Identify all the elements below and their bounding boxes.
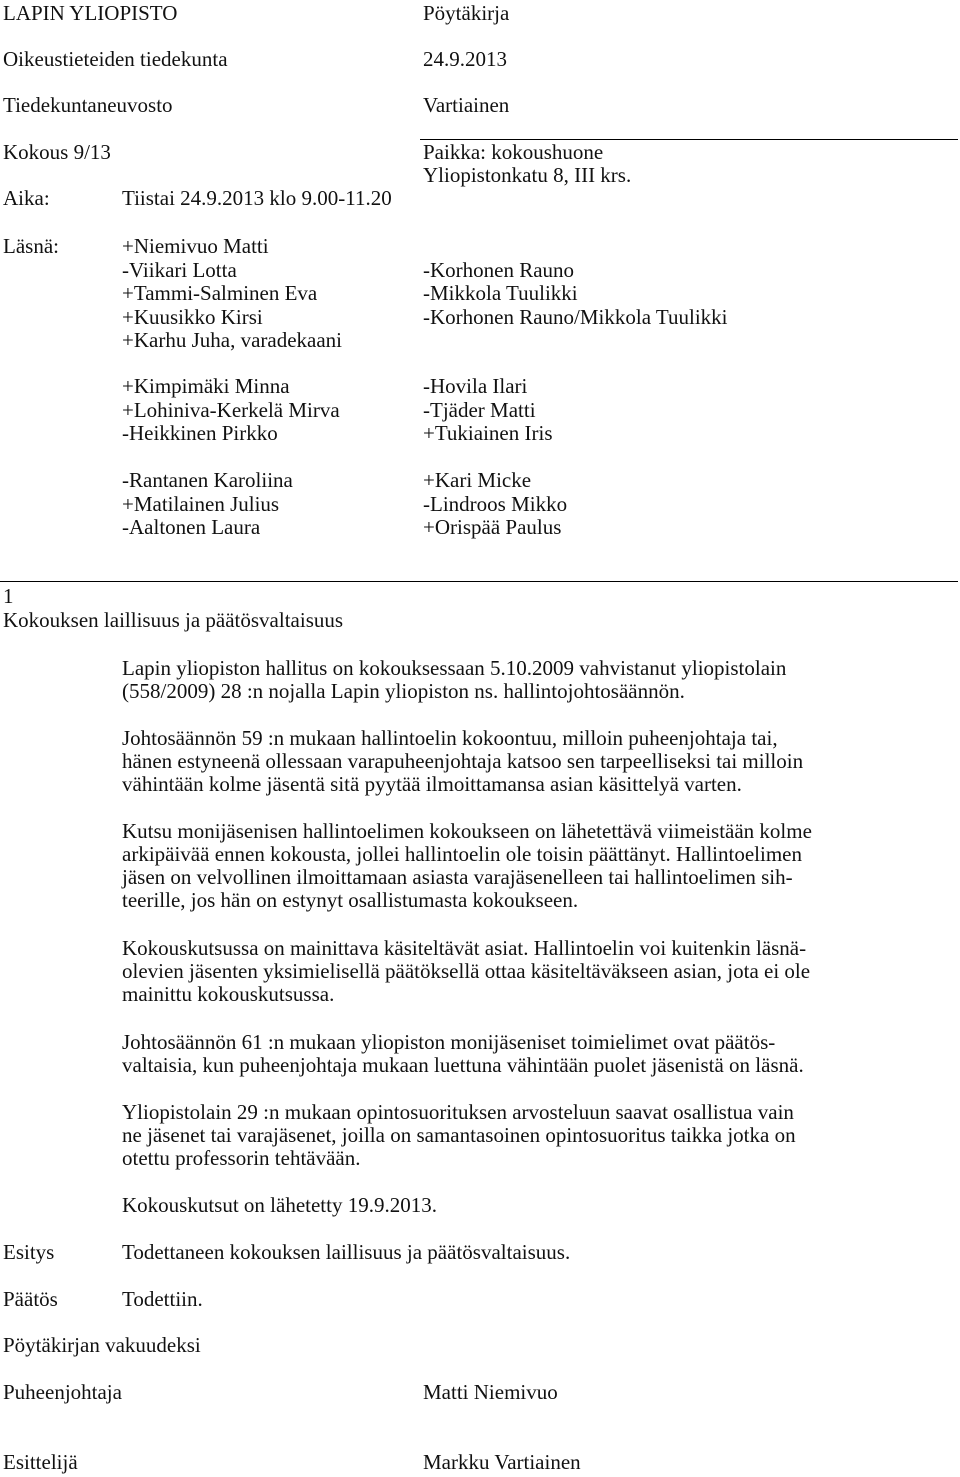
paragraph-line: Lapin yliopiston hallitus on kokouksessaan 5.10.2009 vahvistanut yliopistolain [122, 656, 787, 680]
paragraph-line: arkipäivää ennen kokousta, jollei hallintoelin ole toisin päättänyt. Hallintoelimen [122, 842, 802, 866]
faculty-name: Oikeustieteiden tiedekunta [3, 47, 228, 71]
attendee: -Heikkinen Pirkko [122, 421, 278, 445]
attendance-group1-right [423, 235, 728, 329]
paragraph-line: Kutsu monijäsenisen hallintoelimen kokoukseen on lähetettävä viimeistään kolme [122, 819, 812, 843]
attendee: -Rantanen Karoliina [122, 468, 293, 492]
meeting-time-label: Aika: [3, 186, 50, 210]
chair-name: Matti Niemivuo [423, 1380, 558, 1404]
document-author: Vartiainen [423, 93, 510, 117]
paragraph-5 [122, 1031, 956, 1077]
paragraph-line: Kokouskutsussa on mainittava käsiteltävät asiat. Hallintoelin voi kuitenkin läsnä- [122, 936, 807, 960]
proposal-label: Esitys [3, 1240, 55, 1264]
paragraph-6 [122, 1101, 956, 1170]
paragraph-line: Johtosäännön 59 :n mukaan hallintoelin kokoontuu, milloin puheenjohtaja tai, [122, 726, 778, 750]
decision-label: Päätös [3, 1287, 58, 1311]
attendee: -Viikari Lotta [122, 257, 237, 282]
section-number: 1 [3, 584, 14, 608]
meeting-address: Yliopistonkatu 8, III krs. [423, 163, 632, 187]
decision-text: Todettiin. [122, 1287, 203, 1311]
paragraph-line: ne jäsenet tai varajäsenet, joilla on samantasoinen opintosuoritus taikka jotka on [122, 1123, 796, 1147]
chair-label: Puheenjohtaja [3, 1380, 122, 1404]
paragraph-line: Yliopistolain 29 :n mukaan opintosuorituksen arvosteluun saavat osallistua vain [122, 1100, 794, 1124]
paragraph-line: jäsen on velvollinen ilmoittamaan asiasta varajäsenelleen tai hallintoelimen sih- [122, 865, 793, 889]
document-type: Pöytäkirja [423, 1, 510, 25]
substitute: +Kari Micke [423, 468, 532, 492]
paragraph-4 [122, 937, 956, 1006]
meeting-place: Paikka: kokoushuone [423, 140, 604, 164]
attendee: +Kimpimäki Minna [122, 374, 290, 398]
proposal-text: Todettaneen kokouksen laillisuus ja päätösvaltaisuus. [122, 1240, 571, 1264]
substitute: +Tukiainen Iris [423, 421, 553, 445]
invitation-sent: Kokouskutsut on lähetetty 19.9.2013. [122, 1193, 437, 1217]
university-name: LAPIN YLIOPISTO [3, 1, 178, 25]
paragraph-line: mainittu kokouskutsussa. [122, 982, 335, 1006]
paragraph-2 [122, 727, 956, 796]
attendance-group3-left [122, 469, 293, 540]
paragraph-line: Johtosäännön 61 :n mukaan yliopiston monijäseniset toimielimet ovat päätös- [122, 1030, 776, 1054]
substitute: -Lindroos Mikko [423, 491, 568, 516]
attendee: -Aaltonen Laura [122, 515, 261, 539]
section-title: Kokouksen laillisuus ja päätösvaltaisuus [3, 608, 344, 632]
attendance-group3-right [423, 469, 567, 540]
attendee: +Tammi-Salminen Eva [122, 281, 318, 305]
paragraph-line: olevien jäsenten yksimielisellä päätöksellä ottaa käsiteltäväkseen asian, jota ei ole [122, 959, 811, 983]
meeting-time-value: Tiistai 24.9.2013 klo 9.00-11.20 [122, 186, 392, 210]
paragraph-line: hänen estyneenä ollessaan varapuheenjohtaja katsoo sen tarpeelliseksi tai milloin [122, 749, 804, 773]
attendance-label: Läsnä: [3, 234, 59, 258]
substitute [423, 235, 728, 259]
presenter-label: Esittelijä [3, 1450, 78, 1474]
attendee: +Niemivuo Matti [122, 234, 269, 258]
attendee: +Matilainen Julius [122, 491, 280, 516]
substitute: +Orispää Paulus [423, 515, 562, 539]
substitute: -Tjäder Matti [423, 397, 536, 422]
council-name: Tiedekuntaneuvosto [3, 93, 173, 117]
attendance-group2-right [423, 375, 553, 446]
attendee: +Lohiniva-Kerkelä Mirva [122, 397, 340, 422]
substitute: -Korhonen Rauno/Mikkola Tuulikki [423, 304, 728, 329]
attendee: +Karhu Juha, varadekaani [122, 328, 342, 352]
section-divider [0, 581, 958, 582]
substitute: -Mikkola Tuulikki [423, 281, 578, 305]
paragraph-3 [122, 820, 956, 912]
substitute: -Korhonen Rauno [423, 257, 575, 282]
paragraph-line: vähintään kolme jäsentä sitä pyytää ilmoittamansa asian käsittelyä varten. [122, 772, 742, 796]
attendance-group2-left [122, 375, 340, 446]
signatures-title: Pöytäkirjan vakuudeksi [3, 1333, 201, 1357]
paragraph-1 [122, 657, 956, 703]
attendance-group1-left [122, 235, 342, 353]
meeting-number: Kokous 9/13 [3, 140, 111, 164]
paragraph-line: teerille, jos hän on estynyt osallistumasta kokoukseen. [122, 888, 579, 912]
attendee: +Kuusikko Kirsi [122, 304, 263, 329]
document-date: 24.9.2013 [423, 47, 507, 71]
paragraph-line: (558/2009) 28 :n nojalla Lapin yliopiston ns. hallintojohtosäännön. [122, 679, 685, 703]
presenter-name: Markku Vartiainen [423, 1450, 581, 1474]
substitute: -Hovila Ilari [423, 374, 528, 398]
paragraph-line: valtaisia, kun puheenjohtaja mukaan luettuna vähintään puolet jäsenistä on läsnä. [122, 1053, 804, 1077]
paragraph-line: otettu professorin tehtävään. [122, 1146, 361, 1170]
